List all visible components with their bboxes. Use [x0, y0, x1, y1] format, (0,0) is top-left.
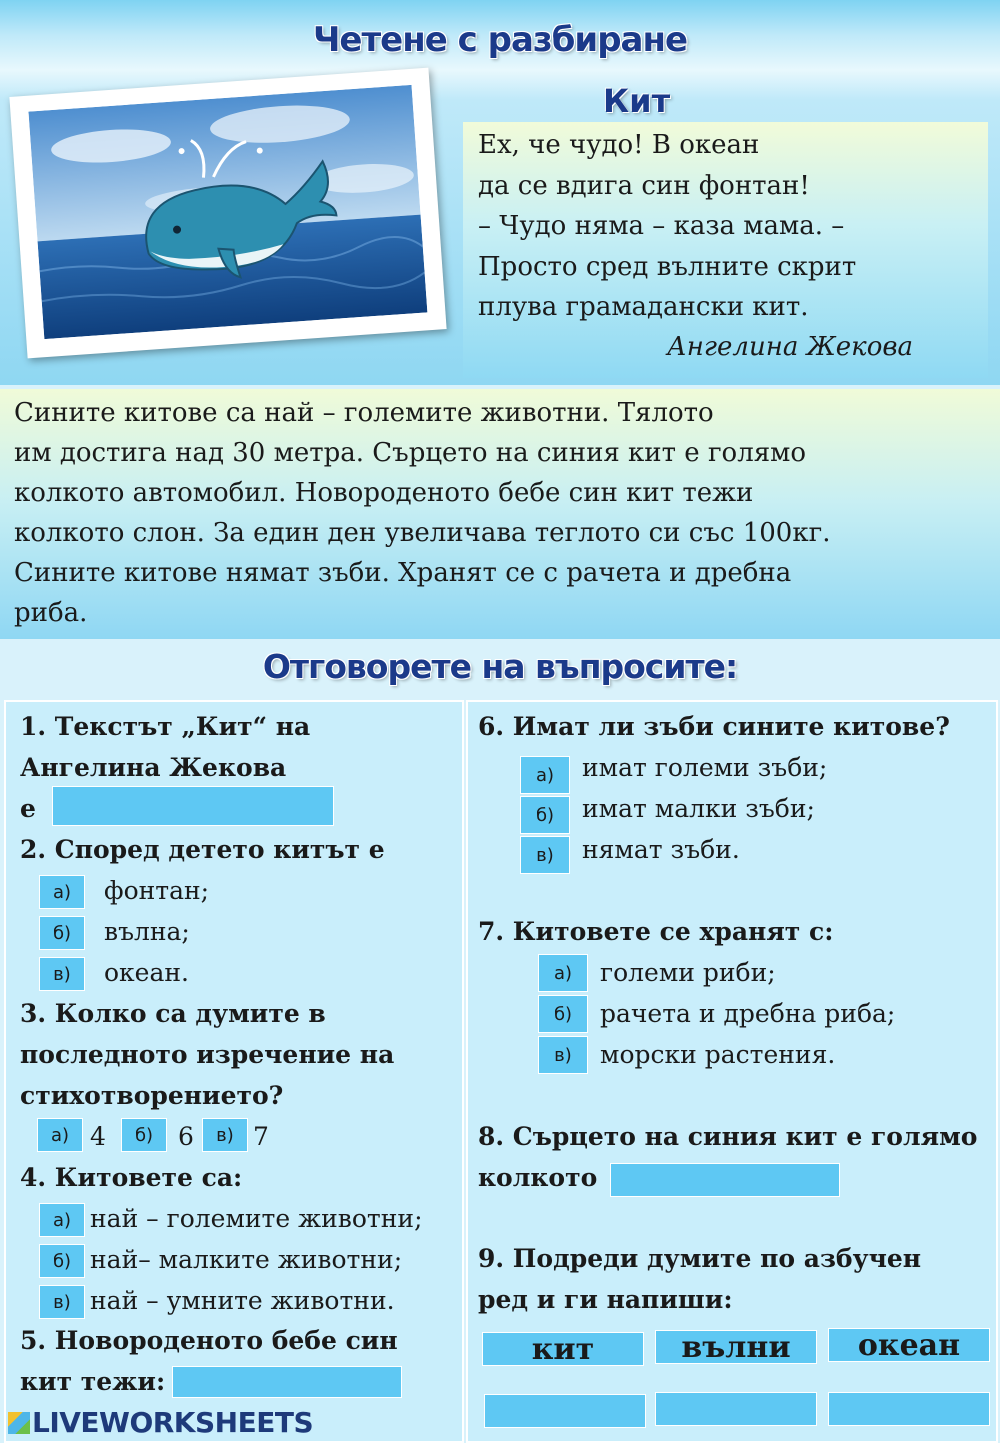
poem-line: плува грамадански кит. — [478, 292, 809, 322]
question-3-option-a[interactable]: а) — [37, 1118, 83, 1152]
word-box-kit: кит — [482, 1332, 644, 1366]
poem-line: Просто сред вълните скрит — [478, 252, 857, 282]
option-label: нямат зъби. — [582, 835, 740, 864]
questions-right-column — [466, 700, 998, 1443]
question-8-text: 8. Сърцето на синия кит е голямо — [478, 1122, 978, 1151]
question-8-text: колкото — [478, 1163, 598, 1192]
question-2-text: 2. Според детето китът е — [20, 835, 385, 864]
question-6-option-c[interactable]: в) — [520, 836, 570, 874]
poem-line: – Чудо няма – каза мама. – — [478, 211, 845, 241]
option-label: големи риби; — [600, 958, 776, 987]
option-label: имат големи зъби; — [582, 753, 828, 782]
question-7-option-b[interactable]: б) — [538, 995, 588, 1033]
logo-text: LIVEWORKSHEETS — [32, 1406, 314, 1439]
word-box-okean: океан — [828, 1328, 990, 1362]
whale-illustration — [28, 85, 427, 339]
question-2-option-b[interactable]: б) — [39, 916, 85, 950]
answer-word-2-input[interactable] — [655, 1392, 817, 1426]
word-box-valni: вълни — [655, 1330, 817, 1364]
poem-line: да се вдига син фонтан! — [478, 171, 810, 201]
option-label: най – умните животни. — [90, 1286, 395, 1315]
question-1-text: е — [20, 794, 36, 823]
question-1-text: Ангелина Жекова — [20, 753, 287, 782]
option-label: фонтан; — [104, 876, 210, 905]
option-label: 7 — [253, 1122, 269, 1151]
fact-text-box — [0, 389, 1000, 639]
poem-box — [463, 122, 988, 378]
question-5-text: кит тежи: — [20, 1367, 166, 1396]
question-4-text: 4. Китовете са: — [20, 1163, 243, 1192]
answer-word-3-input[interactable] — [828, 1392, 990, 1426]
question-3-text: 3. Колко са думите в — [20, 999, 326, 1028]
questions-title: Отговорете на въпросите: — [262, 647, 738, 686]
poem-title: Кит — [603, 82, 671, 120]
page-title: Четене с разбиране — [312, 20, 688, 60]
poem-line: Ех, че чудо! В океан — [478, 130, 760, 160]
logo-icon — [8, 1412, 30, 1434]
question-4-option-a[interactable]: а) — [39, 1203, 85, 1237]
question-7-option-c[interactable]: в) — [538, 1036, 588, 1074]
question-3-option-b[interactable]: б) — [121, 1118, 167, 1152]
question-6-text: 6. Имат ли зъби сините китове? — [478, 712, 950, 741]
answer-word-1-input[interactable] — [484, 1394, 646, 1428]
fact-line: колкото автомобил. Новороденото бебе син кит тежи — [14, 478, 754, 508]
question-3-text: стихотворението? — [20, 1081, 284, 1110]
question-6-option-b[interactable]: б) — [520, 796, 570, 834]
question-3-text: последното изречение на — [20, 1040, 395, 1069]
question-5-text: 5. Новороденото бебе син — [20, 1326, 398, 1355]
option-label: океан. — [104, 958, 189, 987]
whale-photo — [9, 68, 446, 359]
question-2-option-c[interactable]: в) — [39, 957, 85, 991]
fact-line: Сините китове нямат зъби. Хранят се с рачета и дребна — [14, 558, 792, 588]
question-4-option-c[interactable]: в) — [39, 1285, 85, 1319]
question-1-answer-input[interactable] — [52, 786, 334, 826]
question-1-text: 1. Текстът „Кит“ на — [20, 712, 311, 741]
fact-line: риба. — [14, 598, 88, 628]
option-label: най– малките животни; — [90, 1245, 403, 1274]
poem-author: Ангелина Жекова — [667, 332, 913, 362]
questions-left-column — [4, 700, 464, 1443]
fact-line: Сините китове са най – големите животни. Тялото — [14, 398, 714, 428]
liveworksheets-logo[interactable] — [8, 1406, 313, 1439]
question-7-option-a[interactable]: а) — [538, 954, 588, 992]
question-9-text: ред и ги напиши: — [478, 1285, 733, 1314]
question-3-option-c[interactable]: в) — [202, 1118, 248, 1152]
question-8-answer-input[interactable] — [610, 1163, 840, 1197]
option-label: 6 — [178, 1122, 194, 1151]
option-label: имат малки зъби; — [582, 794, 815, 823]
question-7-text: 7. Китовете се хранят с: — [478, 917, 834, 946]
fact-line: им достига над 30 метра. Сърцето на синия кит е голямо — [14, 438, 807, 468]
question-5-answer-input[interactable] — [172, 1366, 402, 1398]
question-6-option-a[interactable]: а) — [520, 756, 570, 794]
question-4-option-b[interactable]: б) — [39, 1244, 85, 1278]
fact-line: колкото слон. За един ден увеличава теглото си със 100кг. — [14, 518, 831, 548]
option-label: вълна; — [104, 917, 190, 946]
option-label: морски растения. — [600, 1040, 836, 1069]
option-label: най – големите животни; — [90, 1204, 423, 1233]
option-label: рачета и дребна риба; — [600, 999, 896, 1028]
question-2-option-a[interactable]: а) — [39, 875, 85, 909]
question-9-text: 9. Подреди думите по азбучен — [478, 1244, 922, 1273]
option-label: 4 — [90, 1122, 106, 1151]
